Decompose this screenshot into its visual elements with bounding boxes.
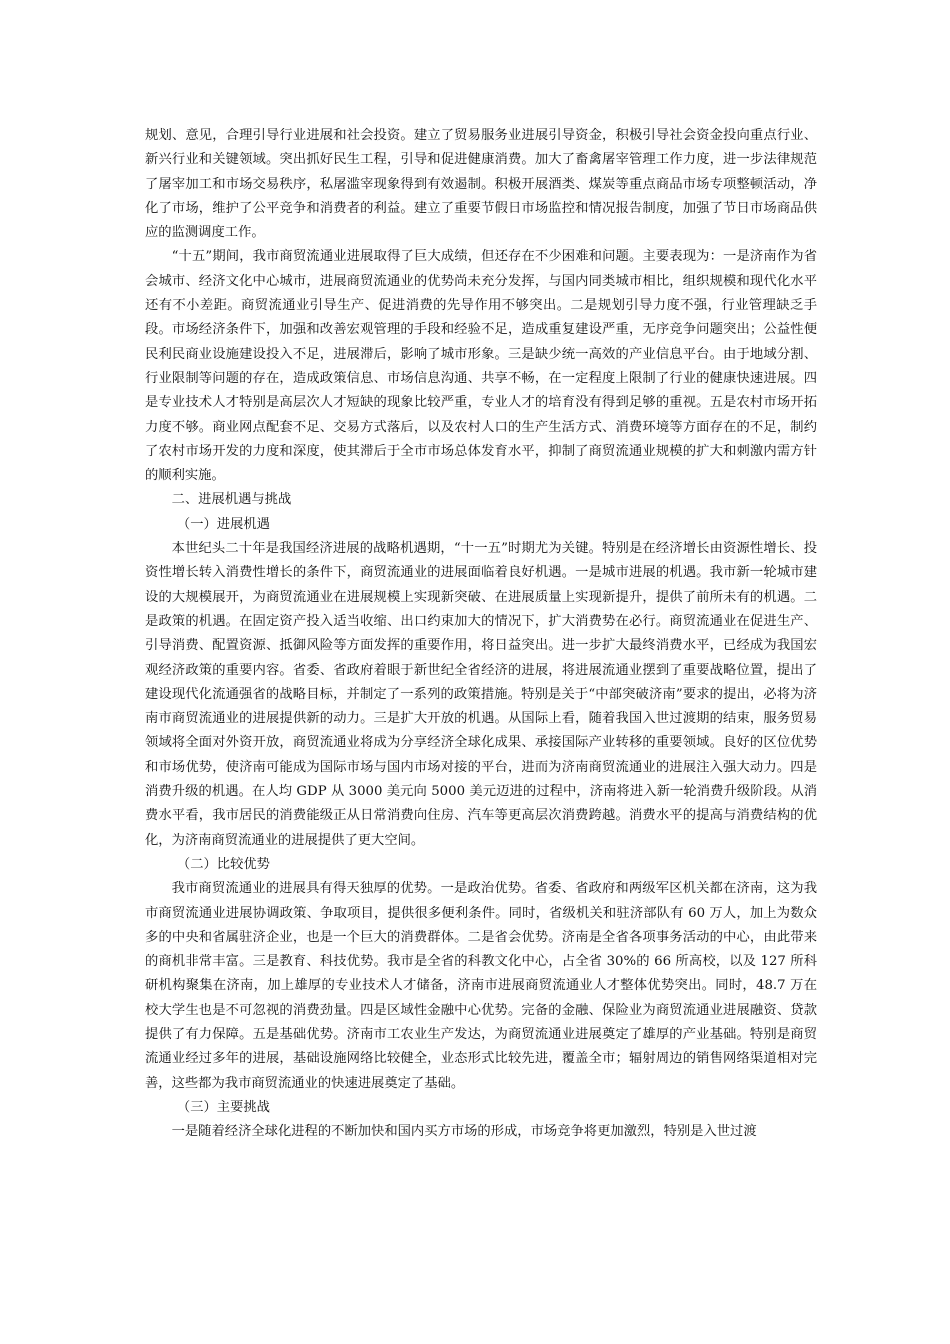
subsection-heading-opportunities: （一）进展机遇	[176, 516, 270, 532]
paragraph-planning: 规划、意见，合理引导行业进展和社会投资。建立了贸易服务业进展引导资金，积极引导社会资金投向重点行业、新兴行业和关键领域。突出抓好民生工程，引导和促进健康消费。加大了畜禽屠宰管理工作力度，进一步法律规范了屠宰加工和市场交易秩序，私屠滥宰现象得到有效遏制。积极开展酒类、煤炭等重点商品市场专项整顿活动，净化了市场，维护了公平竞争和消费者的利益。建立了重要节假日市场监控和情况报告制度，加强了节日市场商品供应的监测调度工作。	[145, 128, 817, 241]
paragraph-problems: “十五”期间，我市商贸流通业进展取得了巨大成绩，但还存在不少困难和问题。主要表现为：一是济南作为省会城市、经济文化中心城市，进展商贸流通业的优势尚未充分发挥，与国内同类城市相比，组织规模和现代化水平还有不小差距。商贸流通业引导生产、促进消费的先导作用不够突出。二是规划引导力度不强，行业管理缺乏手段。市场经济条件下，加强和改善宏观管理的手段和经验不足，造成重复建设严重，无序竞争问题突出；公益性便民利民商业设施建设投入不足，进展滞后，影响了城市形象。三是缺少统一高效的产业信息平台。由于地域分割、行业限制等问题的存在，造成政策信息、市场信息沟通、共享不畅，在一定程度上限制了行业的健康快速进展。四是专业技术人才特别是高层次人才短缺的现象比较严重，专业人才的培育没有得到足够的重视。五是农村市场开拓力度不够。商业网点配套不足、交易方式落后，以及农村人口的生产生活方式、消费环境等方面存在的不足，制约了农村市场开发的力度和深度，使其滞后于全市市场总体发育水平，抑制了商贸流通业规模的扩大和刺激内需方针的顺利实施。	[145, 249, 817, 484]
subsection-heading-challenges: （三）主要挑战	[176, 1099, 270, 1115]
paragraph-opportunities: 本世纪头二十年是我国经济进展的战略机遇期，“十一五”时期尤为关键。特别是在经济增长由资源性增长、投资性增长转入消费性增长的条件下，商贸流通业的进展面临着良好机遇。一是城市进展的机遇。我市新一轮城市建设的大规模展开，为商贸流通业在进展规模上实现新突破、在进展质量上实现新提升，提供了前所未有的机遇。二是政策的机遇。在固定资产投入适当收缩、出口约束加大的情况下，扩大消费势在必行。商贸流通业在促进生产、引导消费、配置资源、抵御风险等方面发挥的重要作用，将日益突出。进一步扩大最终消费水平，已经成为我国宏观经济政策的重要内容。省委、省政府着眼于新世纪全省经济的进展，将进展流通业摆到了重要战略位置，提出了建设现代化流通强省的战略目标，并制定了一系列的政策措施。特别是关于“中部突破济南”要求的提出，必将为济南市商贸流通业的进展提供新的动力。三是扩大开放的机遇。从国际上看，随着我国入世过渡期的结束，服务贸易领域将全面对外资开放，商贸流通业将成为分享经济全球化成果、承接国际产业转移的重要领域。良好的区位优势和市场优势，使济南可能成为国际市场与国内市场对接的平台，进而为济南商贸流通业的进展注入强大动力。四是消费升级的机遇。在人均 GDP 从 3000 美元向 5000 美元迈进的过程中，济南将进入新一轮消费升级阶段。从消费水平看，我市居民的消费能级正从日常消费向住房、汽车等更高层次消费跨越。消费水平的提高与消费结构的优化，为济南商贸流通业的进展提供了更大空间。	[145, 541, 817, 848]
paragraph-advantages: 我市商贸流通业的进展具有得天独厚的优势。一是政治优势。省委、省政府和两级军区机关都在济南，这为我市商贸流通业进展协调政策、争取项目，提供很多便利条件。同时，省级机关和驻济部队有 60 万人，加上为数众多的中央和省属驻济企业，也是一个巨大的消费群体。二是省会优势。济南是全省各项事务活动的中心，由此带来的商机非常丰富。三是教育、科技优势。我市是全省的科教文化中心，占全省 30%的 66 所高校，以及 127 所科研机构聚集在济南，加上雄厚的专业技术人才储备，济南市进展商贸流通业人才整体优势突出。同时，48.7 万在校大学生也是不可忽视的消费劲量。四是区域性金融中心优势。完备的金融、保险业为商贸流通业进展融资、贷款提供了有力保障。五是基础优势。济南市工农业生产发达，为商贸流通业进展奠定了雄厚的产业基础。特别是商贸流通业经过多年的进展，基础设施网络比较健全，业态形式比较先进，覆盖全市；辐射周边的销售网络渠道相对完善，这些都为我市商贸流通业的快速进展奠定了基础。	[145, 881, 817, 1091]
paragraph-challenges: 一是随着经济全球化进程的不断加快和国内买方市场的形成，市场竞争将更加激烈，特别是入世过渡	[171, 1124, 757, 1140]
document-page	[145, 124, 817, 1144]
subsection-heading-advantages: （二）比较优势	[176, 856, 270, 872]
section-heading-opportunities-challenges: 二、进展机遇与挑战	[171, 492, 292, 508]
